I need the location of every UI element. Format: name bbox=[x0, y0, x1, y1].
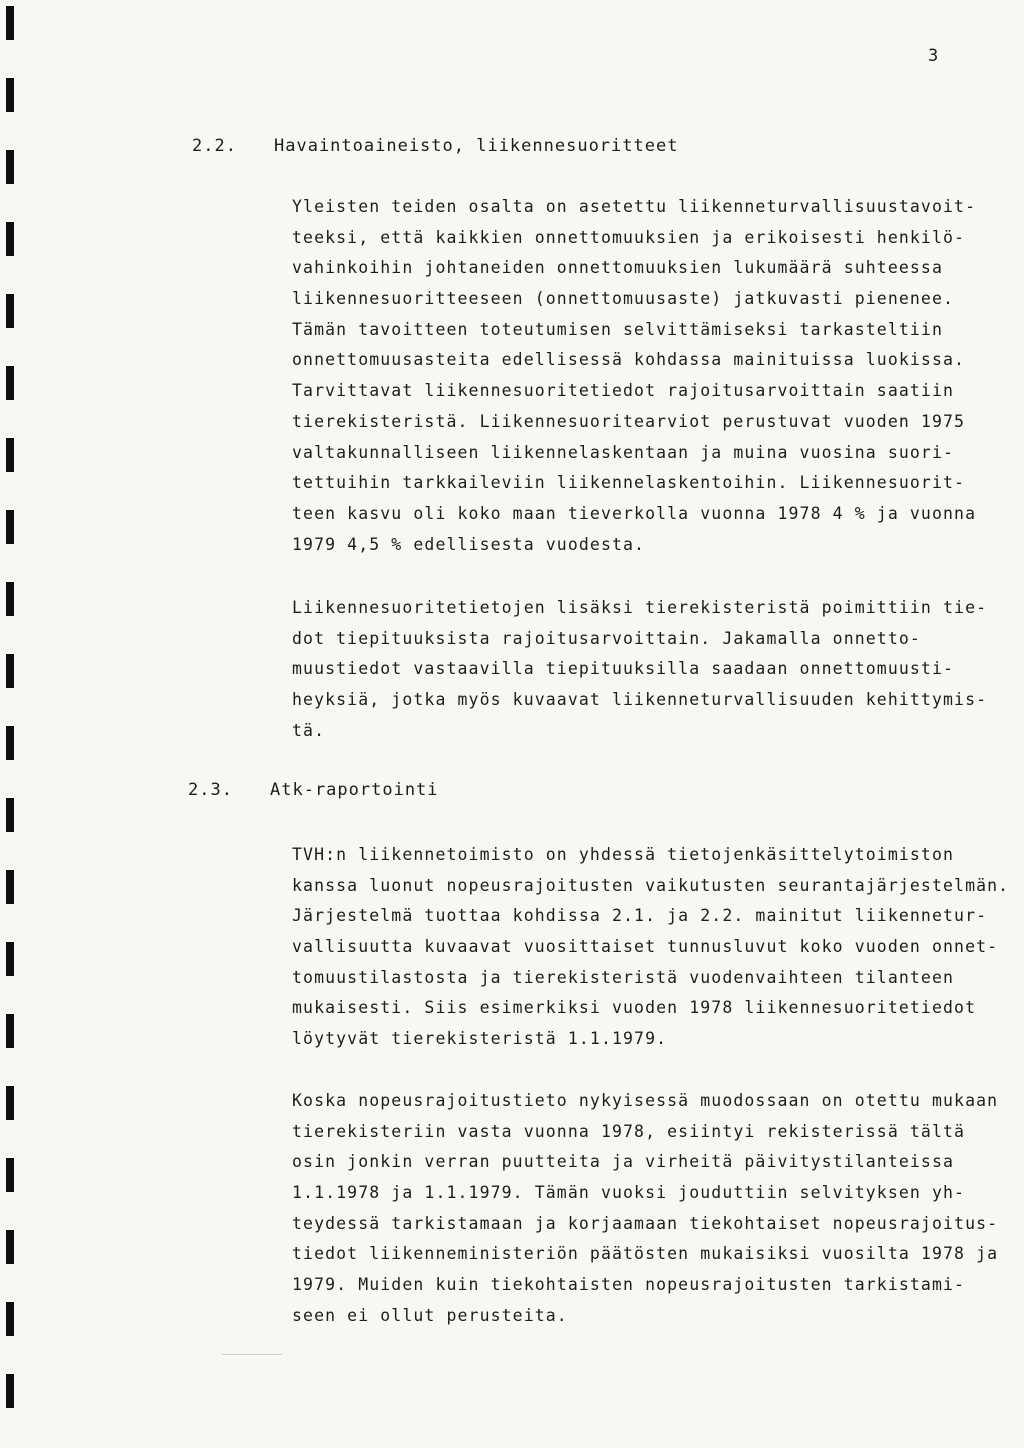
binding-hole bbox=[6, 78, 14, 112]
paragraph-2-2-1 bbox=[292, 192, 992, 560]
paragraph-2-3-1 bbox=[292, 840, 1010, 1055]
binding-hole bbox=[6, 1230, 14, 1264]
binding-holes bbox=[0, 0, 18, 1448]
binding-hole bbox=[6, 582, 14, 616]
section-number: 2.2. bbox=[192, 136, 237, 156]
section-title: Atk-raportointi bbox=[270, 780, 439, 800]
text-line: osin jonkin verran puutteita ja virheitä päivitystilanteissa bbox=[292, 1152, 955, 1172]
scan-mark bbox=[222, 1354, 282, 1355]
text-line: heyksiä, jotka myös kuvaavat liikenneturvallisuuden kehittymis- bbox=[292, 690, 988, 710]
binding-hole bbox=[6, 654, 14, 688]
text-line: Tämän tavoitteen toteutumisen selvittämiseksi tarkasteltiin bbox=[292, 319, 943, 339]
text-line: tettuihin tarkkaileviin liikennelaskentoihin. Liikennesuorit- bbox=[292, 473, 966, 493]
section-heading-2-2 bbox=[192, 136, 679, 196]
binding-hole bbox=[6, 366, 14, 400]
section-number: 2.3. bbox=[188, 780, 233, 800]
text-line: 1.1.1978 ja 1.1.1979. Tämän vuoksi jouduttiin selvityksen yh- bbox=[292, 1183, 966, 1203]
binding-hole bbox=[6, 6, 14, 40]
section-title: Havaintoaineisto, liikennesuoritteet bbox=[274, 136, 679, 156]
text-line: liikennesuoritteeseen (onnettomuusaste) jatkuvasti pienenee. bbox=[292, 289, 955, 309]
binding-hole bbox=[6, 150, 14, 184]
binding-hole bbox=[6, 726, 14, 760]
text-line: muustiedot vastaavilla tiepituuksilla saadaan onnettomuusti- bbox=[292, 659, 955, 679]
text-line: tierekisteriin vasta vuonna 1978, esiintyi rekisterissä tältä bbox=[292, 1121, 966, 1141]
text-line: Liikennesuoritetietojen lisäksi tierekisteristä poimittiin tie- bbox=[292, 598, 988, 617]
binding-hole bbox=[6, 1014, 14, 1048]
text-line: Järjestelmä tuottaa kohdissa 2.1. ja 2.2. mainitut liikennetur- bbox=[292, 906, 988, 926]
binding-hole bbox=[6, 1374, 14, 1408]
text-line: seen ei ollut perusteita. bbox=[292, 1305, 568, 1325]
paragraph-2-2-2 bbox=[292, 593, 992, 746]
text-line: Yleisten teiden osalta on asetettu liikenneturvallisuustavoit- bbox=[292, 197, 977, 216]
text-line: teeksi, että kaikkien onnettomuuksien ja erikoisesti henkilö- bbox=[292, 227, 966, 247]
text-line: teydessä tarkistamaan ja korjaamaan tiekohtaiset nopeusrajoitus- bbox=[292, 1213, 999, 1233]
binding-hole bbox=[6, 870, 14, 904]
text-line: kanssa luonut nopeusrajoitusten vaikutusten seurantajärjestelmän. bbox=[292, 875, 1010, 895]
page-number: 3 bbox=[928, 46, 939, 66]
binding-hole bbox=[6, 438, 14, 472]
binding-hole bbox=[6, 510, 14, 544]
text-line: Koska nopeusrajoitustieto nykyisessä muodossaan on otettu mukaan bbox=[292, 1091, 999, 1110]
section-heading-2-3 bbox=[188, 780, 439, 840]
binding-hole bbox=[6, 294, 14, 328]
text-line: tomuustilastosta ja tierekisteristä vuodenvaihteen tilanteen bbox=[292, 967, 955, 987]
binding-hole bbox=[6, 942, 14, 976]
text-line: TVH:n liikennetoimisto on yhdessä tietojenkäsittelytoimiston bbox=[292, 845, 955, 864]
text-line: teen kasvu oli koko maan tieverkolla vuonna 1978 4 % ja vuonna bbox=[292, 503, 977, 523]
text-line: tiedot liikenneministeriön päätösten mukaisiksi vuosilta 1978 ja bbox=[292, 1244, 999, 1264]
binding-hole bbox=[6, 222, 14, 256]
text-line: tä. bbox=[292, 720, 326, 740]
text-line: vahinkoihin johtaneiden onnettomuuksien lukumäärä suhteessa bbox=[292, 258, 943, 278]
binding-hole bbox=[6, 1158, 14, 1192]
binding-hole bbox=[6, 1302, 14, 1336]
text-line: dot tiepituuksista rajoitusarvoittain. Jakamalla onnetto- bbox=[292, 628, 921, 648]
text-line: valtakunnalliseen liikennelaskentaan ja muina vuosina suori- bbox=[292, 442, 955, 462]
text-line: 1979. Muiden kuin tiekohtaisten nopeusrajoitusten tarkistami- bbox=[292, 1275, 966, 1295]
paragraph-2-3-2 bbox=[292, 1086, 999, 1332]
text-line: onnettomuusasteita edellisessä kohdassa mainituissa luokissa. bbox=[292, 350, 966, 370]
text-line: tierekisteristä. Liikennesuoritearviot perustuvat vuoden 1975 bbox=[292, 411, 966, 431]
text-line: vallisuutta kuvaavat vuosittaiset tunnusluvut koko vuoden onnet- bbox=[292, 937, 999, 957]
text-line: mukaisesti. Siis esimerkiksi vuoden 1978 liikennesuoritetiedot bbox=[292, 998, 977, 1018]
text-line: Tarvittavat liikennesuoritetiedot rajoitusarvoittain saatiin bbox=[292, 381, 955, 401]
binding-hole bbox=[6, 1086, 14, 1120]
binding-hole bbox=[6, 798, 14, 832]
text-line: löytyvät tierekisteristä 1.1.1979. bbox=[292, 1029, 668, 1049]
text-line: 1979 4,5 % edellisesta vuodesta. bbox=[292, 534, 646, 554]
